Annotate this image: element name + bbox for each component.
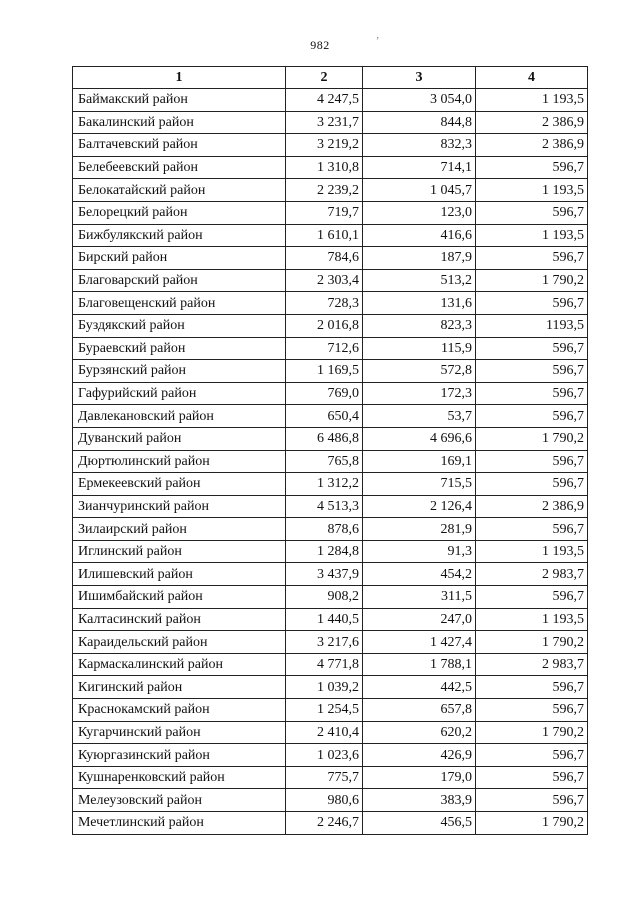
value-cell-col-3: 172,3: [363, 382, 476, 405]
district-name-cell: Гафурийский район: [73, 382, 286, 405]
value-cell-col-3: 572,8: [363, 360, 476, 383]
table-row: [73, 699, 588, 722]
district-name-cell: Калтасинский район: [73, 608, 286, 631]
district-name-cell: Краснокамский район: [73, 699, 286, 722]
value-cell-col-3: 832,3: [363, 134, 476, 157]
column-header-3: 3: [363, 67, 476, 89]
table-row: [73, 721, 588, 744]
value-cell-col-2: 4 771,8: [286, 653, 363, 676]
value-cell-col-2: 712,6: [286, 337, 363, 360]
value-cell-col-4: 596,7: [476, 518, 588, 541]
column-header-1: 1: [73, 67, 286, 89]
value-cell-col-4: 1 790,2: [476, 427, 588, 450]
value-cell-col-4: 1 790,2: [476, 721, 588, 744]
table-row: [73, 766, 588, 789]
value-cell-col-3: 513,2: [363, 269, 476, 292]
value-cell-col-4: 596,7: [476, 337, 588, 360]
district-name-cell: Белорецкий район: [73, 201, 286, 224]
value-cell-col-3: 123,0: [363, 201, 476, 224]
page-mark: ’: [376, 36, 380, 47]
value-cell-col-4: 2 386,9: [476, 134, 588, 157]
value-cell-col-4: 1 193,5: [476, 89, 588, 112]
district-name-cell: Дуванский район: [73, 427, 286, 450]
value-cell-col-4: 1 790,2: [476, 812, 588, 835]
value-cell-col-2: 908,2: [286, 586, 363, 609]
value-cell-col-2: 1 310,8: [286, 156, 363, 179]
value-cell-col-3: 823,3: [363, 314, 476, 337]
district-name-cell: Зианчуринский район: [73, 495, 286, 518]
value-cell-col-3: 311,5: [363, 586, 476, 609]
table-row: [73, 156, 588, 179]
value-cell-col-2: 1 610,1: [286, 224, 363, 247]
table-row: [73, 495, 588, 518]
value-cell-col-4: 596,7: [476, 360, 588, 383]
value-cell-col-2: 784,6: [286, 247, 363, 270]
value-cell-col-3: 715,5: [363, 473, 476, 496]
table-header: [73, 67, 588, 89]
district-name-cell: Бураевский район: [73, 337, 286, 360]
value-cell-col-3: 53,7: [363, 405, 476, 428]
table-row: [73, 89, 588, 112]
table-row: [73, 360, 588, 383]
table-row: [73, 608, 588, 631]
value-cell-col-4: 2 983,7: [476, 653, 588, 676]
district-name-cell: Зилаирский район: [73, 518, 286, 541]
value-cell-col-4: 596,7: [476, 789, 588, 812]
district-name-cell: Бурзянский район: [73, 360, 286, 383]
district-name-cell: Бижбулякский район: [73, 224, 286, 247]
value-cell-col-4: 596,7: [476, 473, 588, 496]
value-cell-col-3: 131,6: [363, 292, 476, 315]
value-cell-col-4: 596,7: [476, 766, 588, 789]
district-name-cell: Ишимбайский район: [73, 586, 286, 609]
district-name-cell: Мелеузовский район: [73, 789, 286, 812]
table-row: [73, 631, 588, 654]
value-cell-col-3: 179,0: [363, 766, 476, 789]
value-cell-col-3: 1 788,1: [363, 653, 476, 676]
district-name-cell: Благовещенский район: [73, 292, 286, 315]
table-row: [73, 382, 588, 405]
value-cell-col-2: 728,3: [286, 292, 363, 315]
value-cell-col-4: 1 193,5: [476, 540, 588, 563]
value-cell-col-3: 714,1: [363, 156, 476, 179]
table-row: [73, 224, 588, 247]
table-row: [73, 269, 588, 292]
value-cell-col-2: 4 247,5: [286, 89, 363, 112]
district-name-cell: Благоварский район: [73, 269, 286, 292]
value-cell-col-2: 3 231,7: [286, 111, 363, 134]
district-name-cell: Бирский район: [73, 247, 286, 270]
value-cell-col-4: 596,7: [476, 744, 588, 767]
table-row: [73, 201, 588, 224]
table-row: [73, 653, 588, 676]
table-row: [73, 540, 588, 563]
table-row: [73, 337, 588, 360]
table-row: [73, 473, 588, 496]
value-cell-col-2: 980,6: [286, 789, 363, 812]
value-cell-col-4: 1 193,5: [476, 179, 588, 202]
value-cell-col-3: 115,9: [363, 337, 476, 360]
value-cell-col-2: 1 023,6: [286, 744, 363, 767]
value-cell-col-4: 1 193,5: [476, 608, 588, 631]
value-cell-col-2: 2 410,4: [286, 721, 363, 744]
value-cell-col-3: 4 696,6: [363, 427, 476, 450]
value-cell-col-4: 596,7: [476, 450, 588, 473]
value-cell-col-2: 1 039,2: [286, 676, 363, 699]
table-row: [73, 314, 588, 337]
table-row: [73, 450, 588, 473]
value-cell-col-4: 1 790,2: [476, 269, 588, 292]
value-cell-col-3: 247,0: [363, 608, 476, 631]
district-name-cell: Кугарчинский район: [73, 721, 286, 744]
value-cell-col-3: 442,5: [363, 676, 476, 699]
value-cell-col-3: 1 427,4: [363, 631, 476, 654]
value-cell-col-3: 456,5: [363, 812, 476, 835]
table-row: [73, 744, 588, 767]
value-cell-col-2: 2 239,2: [286, 179, 363, 202]
value-cell-col-4: 596,7: [476, 382, 588, 405]
value-cell-col-3: 91,3: [363, 540, 476, 563]
table-row: [73, 563, 588, 586]
value-cell-col-3: 426,9: [363, 744, 476, 767]
value-cell-col-4: 1193,5: [476, 314, 588, 337]
value-cell-col-3: 169,1: [363, 450, 476, 473]
value-cell-col-3: 416,6: [363, 224, 476, 247]
value-cell-col-4: 596,7: [476, 676, 588, 699]
table-row: [73, 134, 588, 157]
table-row: [73, 292, 588, 315]
value-cell-col-2: 1 440,5: [286, 608, 363, 631]
district-name-cell: Бакалинский район: [73, 111, 286, 134]
value-cell-col-4: 596,7: [476, 292, 588, 315]
district-name-cell: Давлекановский район: [73, 405, 286, 428]
value-cell-col-3: 1 045,7: [363, 179, 476, 202]
district-name-cell: Караидельский район: [73, 631, 286, 654]
value-cell-col-3: 454,2: [363, 563, 476, 586]
page-number: 982: [310, 38, 330, 52]
district-name-cell: Балтачевский район: [73, 134, 286, 157]
district-name-cell: Кигинский район: [73, 676, 286, 699]
value-cell-col-2: 719,7: [286, 201, 363, 224]
value-cell-col-2: 1 169,5: [286, 360, 363, 383]
district-name-cell: Илишевский район: [73, 563, 286, 586]
header-row: [73, 67, 588, 89]
district-name-cell: Иглинский район: [73, 540, 286, 563]
value-cell-col-2: 878,6: [286, 518, 363, 541]
district-name-cell: Баймакский район: [73, 89, 286, 112]
table-body: [73, 89, 588, 835]
value-cell-col-4: 596,7: [476, 405, 588, 428]
table-row: [73, 586, 588, 609]
value-cell-col-3: 620,2: [363, 721, 476, 744]
value-cell-col-4: 596,7: [476, 699, 588, 722]
table-row: [73, 676, 588, 699]
value-cell-col-2: 3 219,2: [286, 134, 363, 157]
table-row: [73, 111, 588, 134]
value-cell-col-4: 1 193,5: [476, 224, 588, 247]
value-cell-col-3: 3 054,0: [363, 89, 476, 112]
table-row: [73, 518, 588, 541]
value-cell-col-2: 775,7: [286, 766, 363, 789]
value-cell-col-2: 4 513,3: [286, 495, 363, 518]
table-row: [73, 812, 588, 835]
value-cell-col-4: 1 790,2: [476, 631, 588, 654]
value-cell-col-2: 769,0: [286, 382, 363, 405]
value-cell-col-2: 765,8: [286, 450, 363, 473]
value-cell-col-2: 2 246,7: [286, 812, 363, 835]
district-name-cell: Кармаскалинский район: [73, 653, 286, 676]
district-name-cell: Белокатайский район: [73, 179, 286, 202]
value-cell-col-4: 596,7: [476, 201, 588, 224]
value-cell-col-4: 2 386,9: [476, 111, 588, 134]
value-cell-col-4: 596,7: [476, 247, 588, 270]
district-name-cell: Дюртюлинский район: [73, 450, 286, 473]
district-name-cell: Мечетлинский район: [73, 812, 286, 835]
data-table: [72, 66, 588, 835]
value-cell-col-4: 596,7: [476, 156, 588, 179]
table-row: [73, 247, 588, 270]
value-cell-col-3: 187,9: [363, 247, 476, 270]
value-cell-col-3: 657,8: [363, 699, 476, 722]
district-name-cell: Ермекеевский район: [73, 473, 286, 496]
district-name-cell: Кушнаренковский район: [73, 766, 286, 789]
value-cell-col-3: 844,8: [363, 111, 476, 134]
table-row: [73, 179, 588, 202]
column-header-4: 4: [476, 67, 588, 89]
value-cell-col-2: 1 312,2: [286, 473, 363, 496]
district-name-cell: Куюргазинский район: [73, 744, 286, 767]
value-cell-col-2: 2 016,8: [286, 314, 363, 337]
value-cell-col-2: 2 303,4: [286, 269, 363, 292]
table-row: [73, 789, 588, 812]
value-cell-col-3: 2 126,4: [363, 495, 476, 518]
value-cell-col-2: 3 437,9: [286, 563, 363, 586]
value-cell-col-4: 2 983,7: [476, 563, 588, 586]
value-cell-col-3: 281,9: [363, 518, 476, 541]
value-cell-col-4: 596,7: [476, 586, 588, 609]
value-cell-col-2: 3 217,6: [286, 631, 363, 654]
value-cell-col-2: 650,4: [286, 405, 363, 428]
value-cell-col-2: 1 284,8: [286, 540, 363, 563]
value-cell-col-3: 383,9: [363, 789, 476, 812]
value-cell-col-2: 6 486,8: [286, 427, 363, 450]
district-name-cell: Белебеевский район: [73, 156, 286, 179]
table-row: [73, 427, 588, 450]
district-name-cell: Буздякский район: [73, 314, 286, 337]
column-header-2: 2: [286, 67, 363, 89]
value-cell-col-4: 2 386,9: [476, 495, 588, 518]
table-row: [73, 405, 588, 428]
value-cell-col-2: 1 254,5: [286, 699, 363, 722]
